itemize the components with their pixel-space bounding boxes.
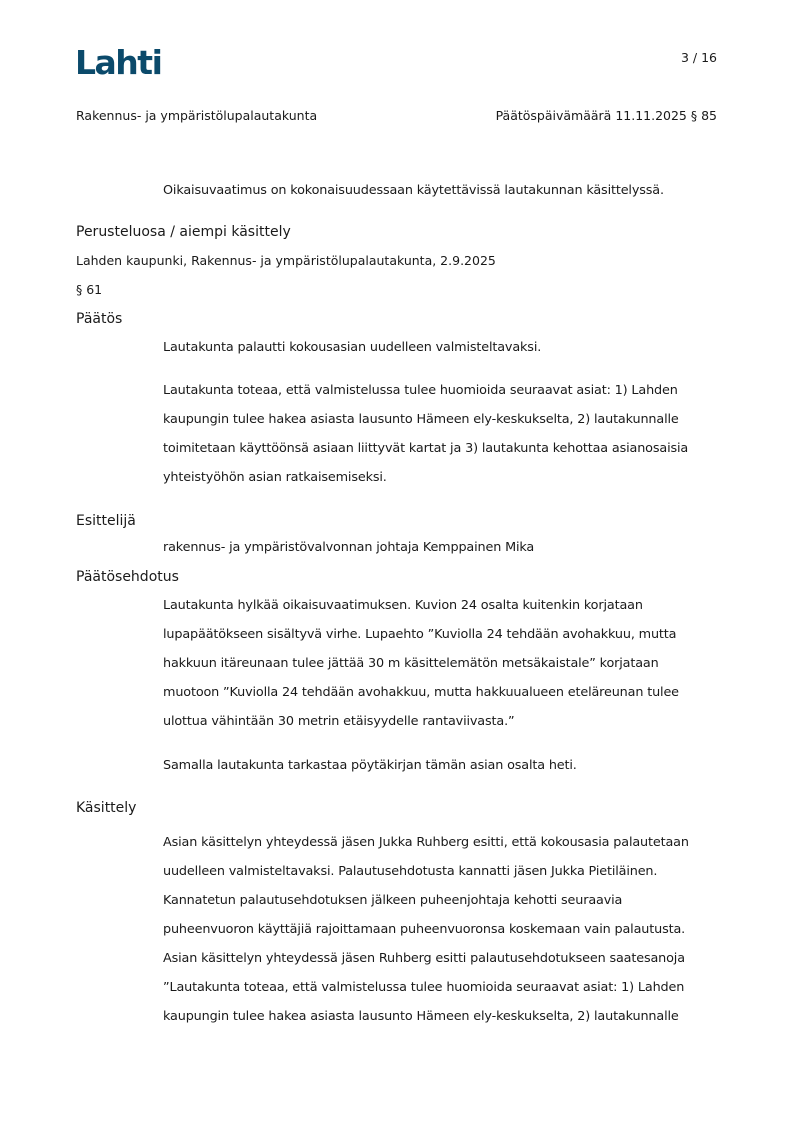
committee-name: Rakennus- ja ympäristölupalautakunta	[76, 108, 318, 123]
paatosehdotus-line: muotoon ”Kuviolla 24 tehdään avohakkuu, mutta hakkuualueen eteläreunan tulee	[163, 685, 679, 700]
previous-source: Lahden kaupunki, Rakennus- ja ympäristölupalautakunta, 2.9.2025	[76, 253, 496, 268]
decision-date: Päätöspäivämäärä 11.11.2025 § 85	[495, 108, 717, 123]
paatos-p2-line: Lautakunta toteaa, että valmistelussa tulee huomioida seuraavat asiat: 1) Lahden	[163, 383, 678, 398]
paatos-p2	[163, 376, 719, 492]
kasittely-line: Asian käsittelyn yhteydessä jäsen Jukka Ruhberg esitti, että kokousasia palautetaan	[163, 835, 689, 850]
paatos-p1	[163, 333, 719, 362]
paatosehdotus-heading: Päätösehdotus	[76, 569, 179, 585]
paatosehdotus-p2-text: Samalla lautakunta tarkastaa pöytäkirjan tämän asian osalta heti.	[163, 758, 577, 773]
kasittely-line: Kannatetun palautusehdotuksen jälkeen puheenjohtaja kehotti seuraavia	[163, 893, 623, 908]
paatosehdotus-line: lupapäätökseen sisältyvä virhe. Lupaehto ”Kuviolla 24 tehdään avohakkuu, mutta	[163, 627, 677, 642]
lahti-logo: Lahti	[75, 43, 162, 82]
paatosehdotus-line: Lautakunta hylkää oikaisuvaatimuksen. Kuvion 24 osalta kuitenkin korjataan	[163, 598, 643, 613]
esittelija-heading: Esittelijä	[76, 513, 136, 529]
kasittely-line: kaupungin tulee hakea asiasta lausunto Hämeen ely-keskukselta, 2) lautakunnalle	[163, 1009, 679, 1024]
paatos-p2-line: toimitetaan käyttöönsä asiaan liittyvät kartat ja 3) lautakunta kehottaa asianosaisia	[163, 441, 689, 456]
kasittely-paragraph	[163, 828, 719, 1031]
intro-text: Oikaisuvaatimus on kokonaisuudessaan käytettävissä lautakunnan käsittelyssä.	[163, 183, 664, 198]
esittelija-text: rakennus- ja ympäristövalvonnan johtaja Kemppainen Mika	[163, 540, 535, 555]
kasittely-line: ”Lautakunta toteaa, että valmistelussa tulee huomioida seuraavat asiat: 1) Lahden	[163, 980, 685, 995]
paatos-p1-text: Lautakunta palautti kokousasian uudelleen valmisteltavaksi.	[163, 340, 542, 355]
kasittely-line: uudelleen valmisteltavaksi. Palautusehdotusta kannatti jäsen Jukka Pietiläinen.	[163, 864, 658, 879]
intro-paragraph	[163, 176, 719, 205]
page-number: 3 / 16	[680, 50, 717, 65]
paatosehdotus-p2	[163, 751, 719, 780]
esittelija-paragraph	[163, 533, 719, 562]
kasittely-line: Asian käsittelyn yhteydessä jäsen Ruhberg esitti palautusehdotukseen saatesanoja	[163, 951, 685, 966]
paatos-heading: Päätös	[76, 311, 123, 327]
paatos-p2-line: yhteistyöhön asian ratkaisemiseksi.	[163, 470, 387, 485]
paatosehdotus-p1	[163, 591, 719, 736]
paatosehdotus-line: hakkuun itäreunaan tulee jättää 30 m käsittelemätön metsäkaistale” korjataan	[163, 656, 659, 671]
kasittely-heading: Käsittely	[76, 800, 137, 816]
paatosehdotus-line: ulottua vähintään 30 metrin etäisyydelle rantaviivasta.”	[163, 714, 515, 729]
kasittely-line: puheenvuoron käyttäjiä rajoittamaan puheenvuoronsa koskemaan vain palautusta.	[163, 922, 686, 937]
previous-section: § 61	[76, 282, 103, 297]
paatos-p2-line: kaupungin tulee hakea asiasta lausunto Hämeen ely-keskukselta, 2) lautakunnalle	[163, 412, 679, 427]
previous-heading: Perusteluosa / aiempi käsittely	[76, 224, 291, 240]
